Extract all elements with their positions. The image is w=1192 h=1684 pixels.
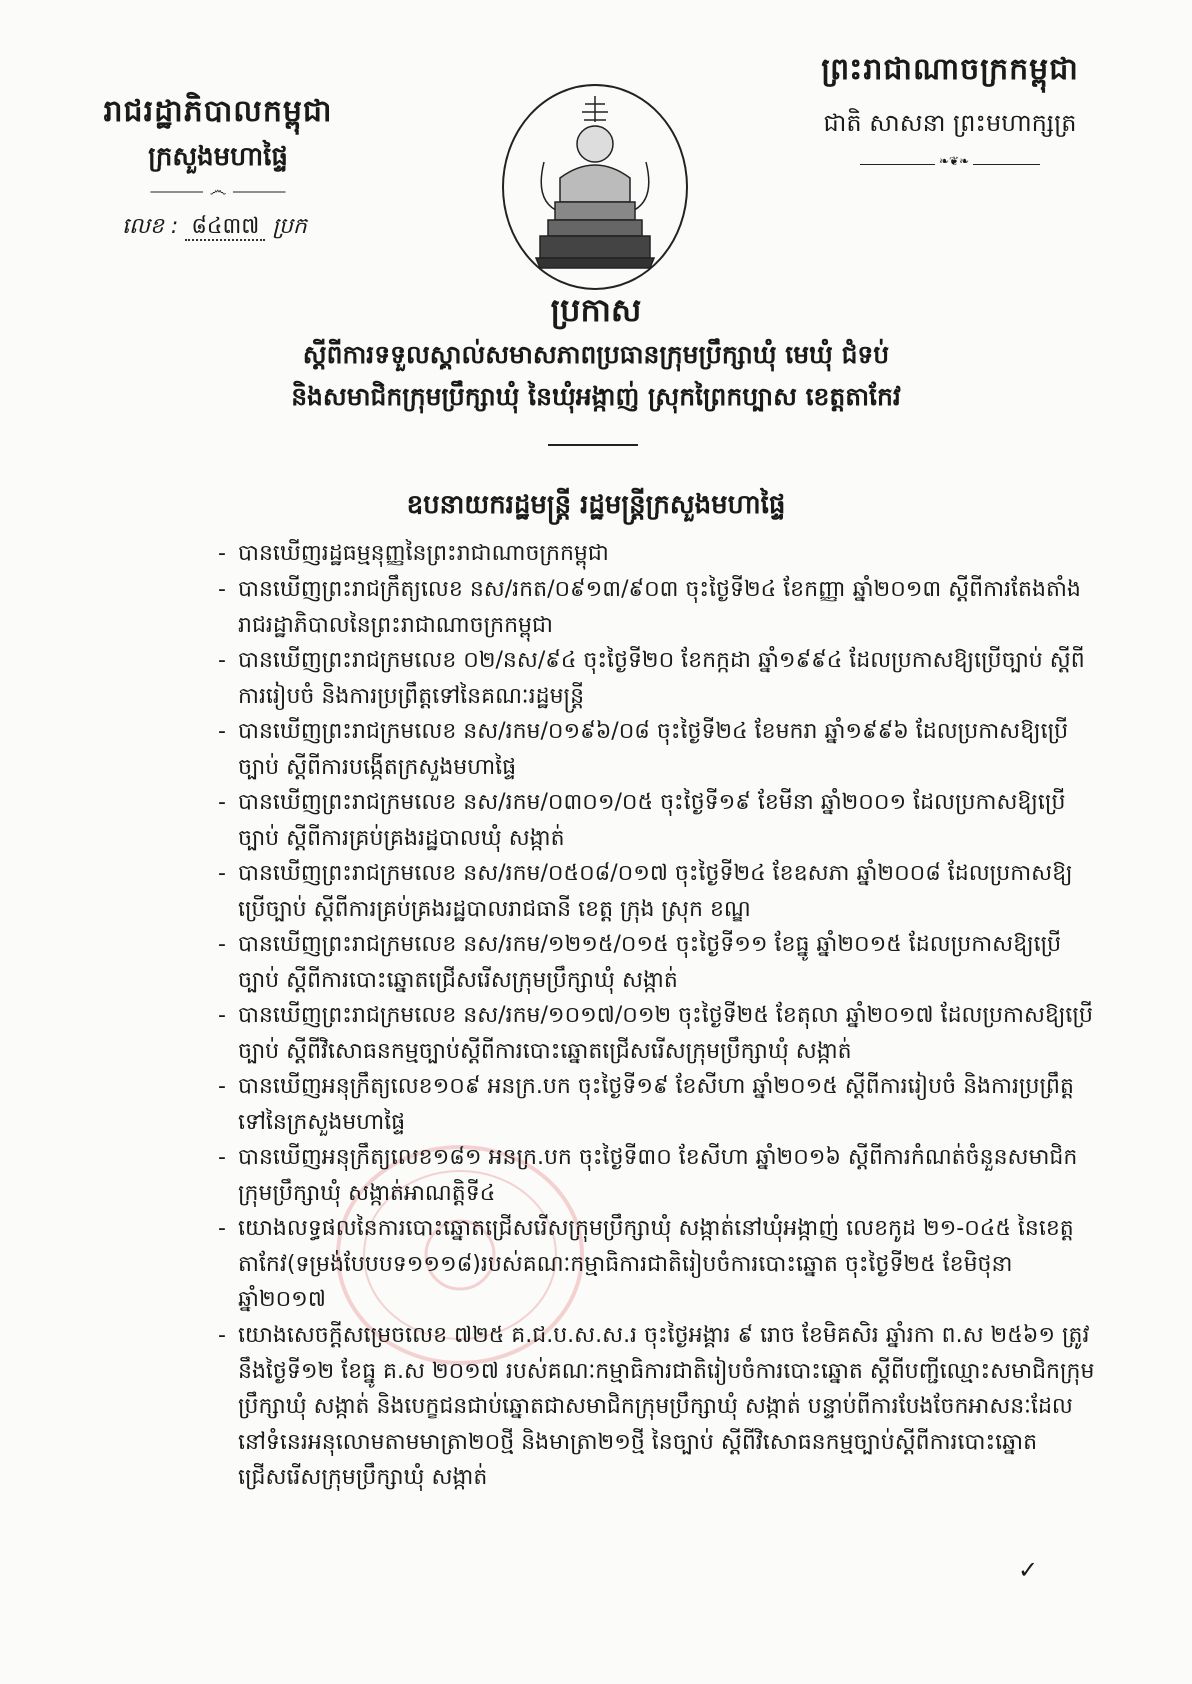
list-item: - បានឃើញព្រះរាជក្រមលេខ នស/រកម/១២១៥/០១៥ ចុះថ្ងៃទី១១ ខែធ្នូ ឆ្នាំ២០១៥ ដែលប្រកាសឱ្យប្រើច្បាប់ ស្តីពីការបោះឆ្នោតជ្រើសរើសក្រុមប្រឹក្សាឃុំ សង្កាត់ <box>218 927 1098 998</box>
list-item: - បានឃើញព្រះរាជក្រឹត្យលេខ នស/រកត/០៩១៣/៩០៣ ចុះថ្ងៃទី២៤ ខែកញ្ញា ឆ្នាំ២០១៣ ស្តីពីការតែងតាំងរាជរដ្ឋាភិបាលនៃព្រះរាជាណាចក្រកម្ពុជា <box>218 572 1098 643</box>
title-divider <box>548 444 638 446</box>
kingdom-block <box>800 50 1100 169</box>
government-name: រាជរដ្ឋាភិបាលកម្ពុជា <box>103 94 333 129</box>
list-item: - បានឃើញព្រះរាជក្រមលេខ ០២/នស/៩៤ ចុះថ្ងៃទី២០ ខែកក្កដា ឆ្នាំ១៩៩៤ ដែលប្រកាសឱ្យប្រើច្បាប់ ស្តីពីការរៀបចំ និងការប្រព្រឹត្តទៅនៃគណៈរដ្ឋមន្ត្រី <box>218 643 1098 714</box>
list-item: - បានឃើញអនុក្រឹត្យលេខ១០៩ អនក្រ.បក ចុះថ្ងៃទី១៩ ខែសីហា ឆ្នាំ២០១៥ ស្តីពីការរៀបចំ និងការប្រព្រឹត្តទៅនៃក្រសួងមហាផ្ទៃ <box>218 1069 1098 1140</box>
reference-number <box>122 212 307 244</box>
ministry-name: ក្រសួងមហាផ្ទៃ <box>148 142 288 172</box>
national-motto: ជាតិ សាសនា ព្រះមហាក្សត្រ <box>823 109 1077 137</box>
list-item: - បានឃើញព្រះរាជក្រមលេខ នស/រកម/០៥០៨/០១៧ ចុះថ្ងៃទី២៤ ខែឧសភា ឆ្នាំ២០០៨ ដែលប្រកាសឱ្យប្រើច្បាប់ ស្តីពីការគ្រប់គ្រងរដ្ឋបាលរាជធានី ខេត្ត ក្រុង ស្រុក ខណ្ឌ <box>218 856 1098 927</box>
initial-mark: ✓ <box>1018 1556 1039 1584</box>
list-item: - បានឃើញព្រះរាជក្រមលេខ នស/រកម/០៣០១/០៥ ចុះថ្ងៃទី១៩ ខែមីនា ឆ្នាំ២០០១ ដែលប្រកាសឱ្យប្រើច្បាប់ ស្តីពីការគ្រប់គ្រងរដ្ឋបាលឃុំ សង្កាត់ <box>218 785 1098 856</box>
motto-ornament: ❧❦❧ <box>860 159 1040 169</box>
subject-line-1: ស្តីពីការទទួលស្គាល់សមាសភាពប្រធានក្រុមប្រឹក្សាឃុំ មេឃុំ ជំទប់ <box>302 340 890 369</box>
list-item: - បានឃើញអនុក្រឹត្យលេខ១៨១ អនក្រ.បក ចុះថ្ងៃទី៣០ ខែសីហា ឆ្នាំ២០១៦ ស្តីពីការកំណត់ចំនួនសមាជិកក្រុមប្រឹក្សាឃុំ សង្កាត់អាណត្តិទី៤ <box>218 1140 1098 1211</box>
reference-suffix: ប្រក <box>272 214 307 239</box>
list-item: - យោងសេចក្តីសម្រេចលេខ ៧២៥ គ.ជ.ប.ស.ស.រ ចុះថ្ងៃអង្គារ ៩ រោច ខែមិគសិរ ឆ្នាំរកា ព.ស ២៥៦១ ត្រូវនឹងថ្ងៃទី១២ ខែធ្នូ គ.ស ២០១៧ របស់គណៈកម្មាធិការជាតិរៀបចំការបោះឆ្នោត ស្តីពីបញ្ជីឈ្មោះសមាជិកក្រុមប្រឹក្សាឃុំ សង្កាត់ និងបេក្ខជនជាប់ឆ្នោតជាសមាជិកក្រុមប្រឹក្សាឃុំ សង្កាត់ បន្ទាប់ពីការបែងចែកអាសនៈដែលនៅទំនេរអនុលោមតាមមាត្រា២០ថ្មី និងមាត្រា២១ថ្មី នៃច្បាប់ ស្តីពីវិសោធនកម្មច្បាប់ស្តីពីការបោះឆ្នោតជ្រើសរើសក្រុមប្រឹក្សាឃុំ សង្កាត់ <box>218 1318 1098 1498</box>
kingdom-name: ព្រះរាជាណាចក្រកម្ពុជា <box>821 52 1079 87</box>
reference-value: ៨៤៣៧ <box>185 214 265 241</box>
legal-basis-list <box>218 536 1098 1498</box>
royal-emblem-icon <box>500 82 690 292</box>
list-item: - បានឃើញព្រះរាជក្រមលេខ នស/រកម/០១៩៦/០៨ ចុះថ្ងៃទី២៤ ខែមករា ឆ្នាំ១៩៩៦ ដែលប្រកាសឱ្យប្រើច្បាប់ ស្តីពីការបង្កើតក្រសួងមហាផ្ទៃ <box>218 714 1098 785</box>
issuer-block <box>88 92 348 201</box>
document-type: ប្រកាស <box>550 291 642 329</box>
signatory-title: ឧបនាយករដ្ឋមន្ត្រី រដ្ឋមន្ត្រីក្រសួងមហាផ្ទៃ <box>406 490 786 520</box>
subject-line-2: និងសមាជិកក្រុមប្រឹក្សាឃុំ នៃឃុំអង្កាញ់ ស្រុកព្រៃកប្បាស ខេត្តតាកែវ <box>291 382 901 411</box>
list-item: - បានឃើញព្រះរាជក្រមលេខ នស/រកម/១០១៧/០១២ ចុះថ្ងៃទី២៥ ខែតុលា ឆ្នាំ២០១៧ ដែលប្រកាសឱ្យប្រើច្បាប់ ស្តីពីវិសោធនកម្មច្បាប់ស្តីពីការបោះឆ្នោតជ្រើសរើសក្រុមប្រឹក្សាឃុំ សង្កាត់ <box>218 998 1098 1069</box>
ornament-divider: ⸻ ෴ ⸻ <box>149 180 287 201</box>
list-item: - យោងលទ្ធផលនៃការបោះឆ្នោតជ្រើសរើសក្រុមប្រឹក្សាឃុំ សង្កាត់នៅឃុំអង្កាញ់ លេខកូដ ២១-០៤៥ នៃខេត្តតាកែវ(ទម្រង់បែបបទ១១១៨)របស់គណៈកម្មាធិការជាតិរៀបចំការបោះឆ្នោត ចុះថ្ងៃទី២៥ ខែមិថុនា ឆ្នាំ២០១៧ <box>218 1211 1098 1318</box>
list-item: - បានឃើញរដ្ឋធម្មនុញ្ញនៃព្រះរាជាណាចក្រកម្ពុជា <box>218 536 1098 572</box>
reference-label: លេខ : <box>122 214 179 239</box>
